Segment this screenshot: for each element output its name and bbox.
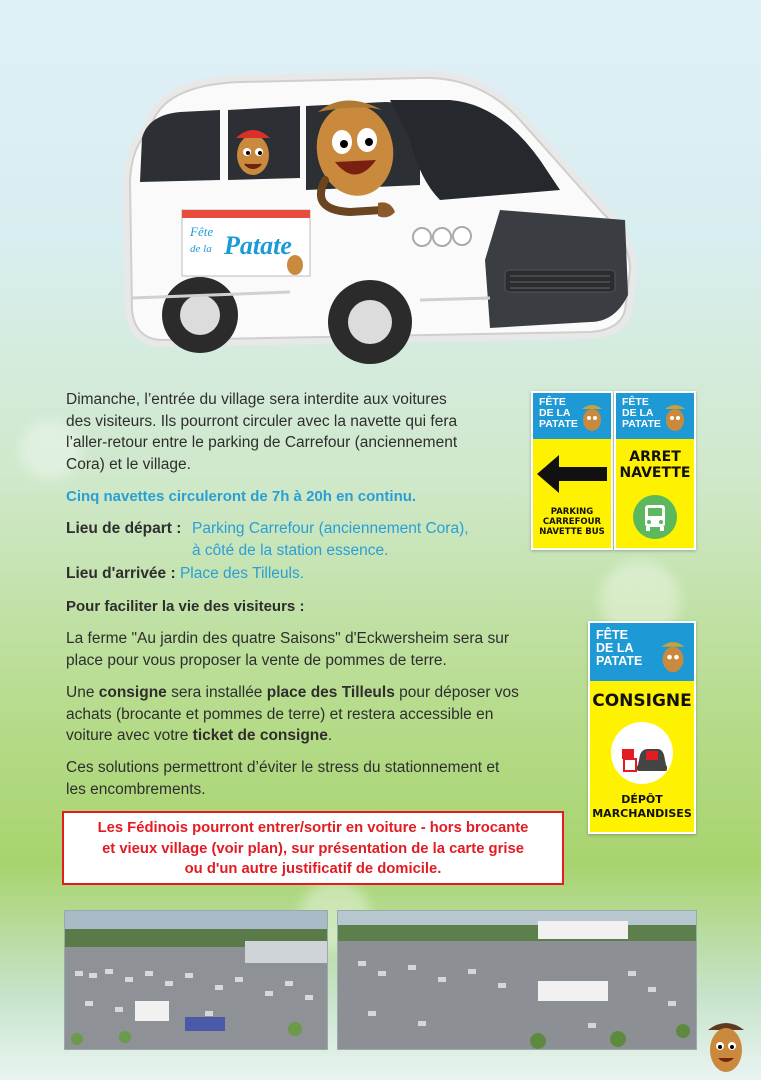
intro-line: Dimanche, l’entrée du village sera interdite aux voitures bbox=[66, 391, 447, 408]
bus-icon bbox=[631, 493, 679, 541]
farm-line: place pour vous proposer la vente de pommes de terre. bbox=[66, 651, 447, 669]
notice-line: Les Fédinois pourront entrer/sortir en voiture - hors brocante bbox=[97, 820, 529, 836]
sign-logo-header bbox=[590, 623, 694, 681]
departure-line2: à côté de la station essence. bbox=[192, 541, 389, 559]
text-run-bold: place des Tilleuls bbox=[266, 684, 395, 701]
sign-arret-text: ARRET NAVETTE bbox=[619, 449, 691, 481]
intro-paragraph bbox=[66, 389, 521, 475]
shuttle-van-illustration bbox=[120, 60, 640, 370]
sign-consigne bbox=[588, 621, 696, 834]
shuttles-info: Cinq navettes circuleront de 7h à 20h en continu. bbox=[66, 488, 417, 505]
sign-logo: FÊTE DE LA PATATE bbox=[596, 628, 643, 668]
arrival-block bbox=[66, 563, 304, 585]
intro-line: l’aller-retour entre le parking de Carrefour (anciennement bbox=[66, 434, 458, 451]
sign-depot-text: DÉPÔT MARCHANDISES bbox=[592, 793, 692, 820]
sign-logo: FÊTE DE LA PATATE bbox=[539, 396, 578, 430]
departure-block bbox=[66, 518, 181, 540]
residents-notice bbox=[62, 811, 564, 885]
solutions-paragraph bbox=[66, 757, 576, 800]
consigne-paragraph bbox=[66, 682, 576, 747]
text-run: pour déposer vos bbox=[394, 684, 519, 701]
text-run-bold: ticket de consigne bbox=[192, 727, 328, 744]
text-run: Une bbox=[66, 684, 99, 701]
notice-line: ou d'un autre justificatif de domicile. bbox=[184, 861, 442, 877]
potato-mascot-icon bbox=[236, 130, 270, 175]
van-banner-line1: Fête bbox=[190, 224, 214, 239]
sign-parking bbox=[531, 391, 613, 550]
text-run-bold: consigne bbox=[98, 684, 167, 701]
solutions-line: Ces solutions permettront d’éviter le stress du stationnement et bbox=[66, 759, 500, 776]
parking-photo-right bbox=[337, 910, 697, 1050]
sign-logo-header bbox=[533, 393, 611, 439]
intro-line: des visiteurs. Ils pourront circuler avec la navette qui fera bbox=[66, 412, 458, 430]
sign-logo: FÊTE DE LA PATATE bbox=[622, 396, 661, 430]
arrival-label: Lieu d'arrivée : bbox=[66, 565, 176, 582]
sign-logo-header bbox=[616, 393, 694, 439]
van-banner bbox=[182, 210, 310, 276]
consigne-line: achats (brocante et pommes de terre) et restera accessible en bbox=[66, 705, 494, 723]
sign-arret-navette bbox=[614, 391, 696, 550]
departure-value bbox=[192, 518, 469, 561]
departure-label: Lieu de départ : bbox=[66, 520, 182, 537]
text-run: . bbox=[327, 727, 333, 744]
van-banner-line3: Patate bbox=[224, 231, 292, 260]
sign-consigne-title: CONSIGNE bbox=[592, 691, 692, 711]
intro-line: Cora) et le village. bbox=[66, 455, 191, 473]
potato-mascot-icon bbox=[662, 401, 688, 433]
notice-line: et vieux village (voir plan), sur présentation de la carte grise bbox=[102, 840, 524, 857]
solutions-line: les encombrements. bbox=[66, 780, 206, 798]
potato-mascot-icon bbox=[658, 637, 688, 675]
parking-photo-left bbox=[64, 910, 328, 1050]
van-banner-line2: de la bbox=[190, 243, 212, 255]
arrival-value: Place des Tilleuls. bbox=[179, 565, 305, 582]
visitors-heading: Pour faciliter la vie des visiteurs : bbox=[66, 598, 305, 615]
sign-parking-text: PARKING CARREFOUR NAVETTE BUS bbox=[539, 507, 605, 537]
potato-mascot-icon bbox=[579, 401, 605, 433]
departure-line1: Parking Carrefour (anciennement Cora), bbox=[192, 520, 469, 537]
potato-mascot-icon bbox=[700, 1016, 752, 1078]
farm-paragraph bbox=[66, 628, 566, 671]
luggage-car-icon bbox=[610, 721, 674, 785]
text-run: voiture avec votre bbox=[66, 727, 193, 744]
farm-line: La ferme "Au jardin des quatre Saisons" d'Eckwersheim sera sur bbox=[66, 630, 509, 647]
text-run: sera installée bbox=[166, 684, 267, 701]
arrow-left-icon bbox=[533, 449, 611, 499]
